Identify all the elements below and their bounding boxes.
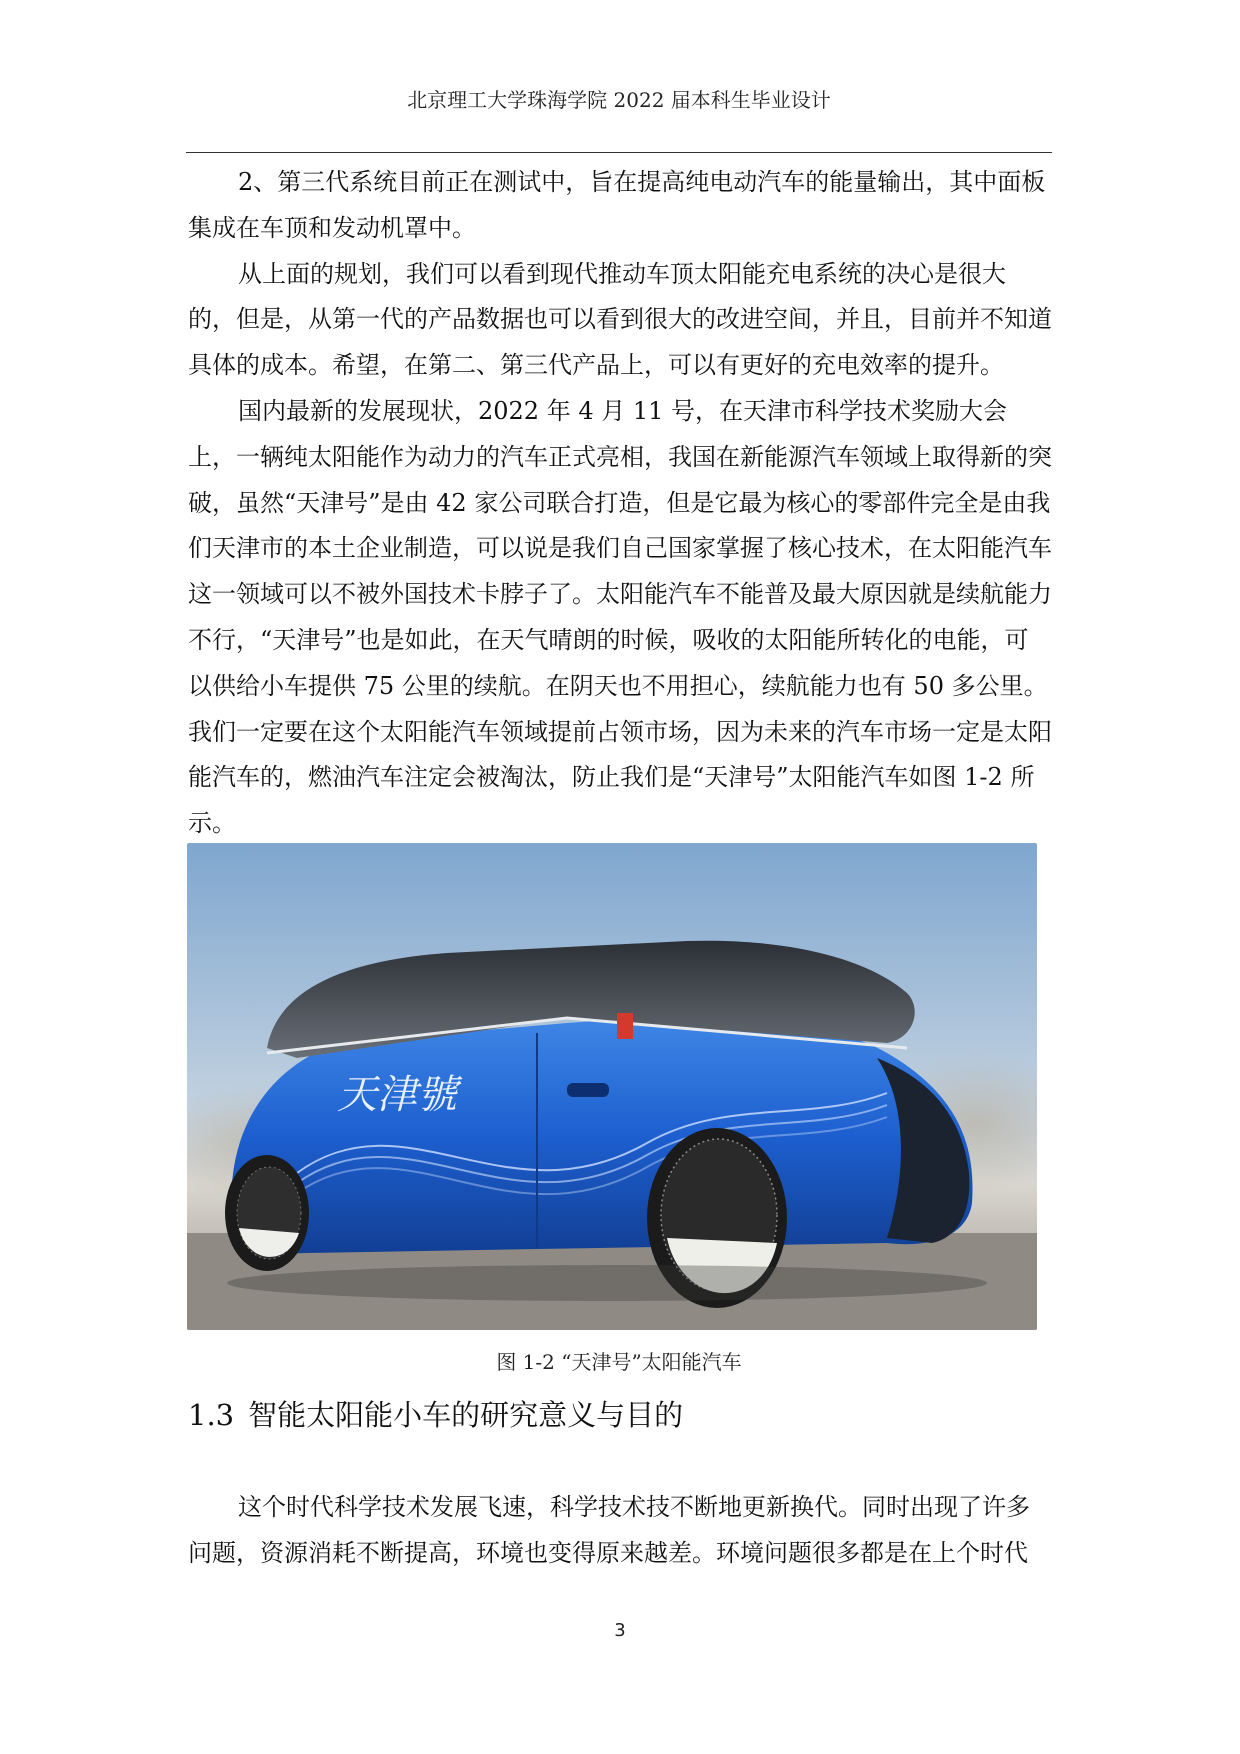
- paragraph: 国内最新的发展现状，2022 年 4 月 11 号，在天津市科学技术奖励大会上，一辆纯太阳能作为动力的汽车正式亮相，我国在新能源汽车领域上取得新的突破，虽然“天津号”是由 42 家公司联合打造，但是它最为核心的零部件完全是由我们天津市的本土企业制造，可以说是我们自己国家掌握了核心技术，在太阳能汽车这一领域可以不被外国技术卡脖子了。太阳能汽车不能普及最大原因就是续航能力不行，“天津号”也是如此，在天气晴朗的时候，吸收的太阳能所转化的电能，可以供给小车提供 75 公里的续航。在阴天也不用担心，续航能力也有 50 多公里。我们一定要在这个太阳能汽车领域提前占领市场，因为未来的汽车市场一定是太阳能汽车的，燃油汽车注定会被淘汰，防止我们是“天津号”太阳能汽车如图 1-2 所示。: [188, 396, 1052, 838]
- section-heading: [188, 1393, 1052, 1434]
- section-body-text: [188, 1485, 1052, 1577]
- car-lettering: 天津號: [337, 1072, 457, 1118]
- header-rule: [186, 152, 1052, 153]
- paragraph: 这个时代科学技术发展飞速，科学技术技不断地更新换代。同时出现了许多问题，资源消耗不断提高，环境也变得原来越差。环境问题很多都是在上个时代: [188, 1493, 1030, 1567]
- paragraph: 2、第三代系统目前正在测试中，旨在提高纯电动汽车的能量输出，其中面板集成在车顶和发动机罩中。: [188, 168, 1046, 242]
- paragraph: 从上面的规划，我们可以看到现代推动车顶太阳能充电系统的决心是很大的，但是，从第一代的产品数据也可以看到很大的改进空间，并且，目前并不知道具体的成本。希望，在第二、第三代产品上，可以有更好的充电效率的提升。: [188, 259, 1052, 380]
- body-text: [188, 160, 1052, 847]
- car-illustration: [187, 843, 1037, 1330]
- page-number: 3: [614, 1620, 626, 1641]
- section-number: 1.3: [188, 1398, 235, 1432]
- page-header: 北京理工大学珠海学院 2022 届本科生毕业设计: [407, 88, 831, 112]
- section-title: 智能太阳能小车的研究意义与目的: [248, 1398, 684, 1432]
- figure-caption: 图 1-2 “天津号”太阳能汽车: [496, 1350, 742, 1374]
- figure-solar-car-photo: [187, 843, 1037, 1330]
